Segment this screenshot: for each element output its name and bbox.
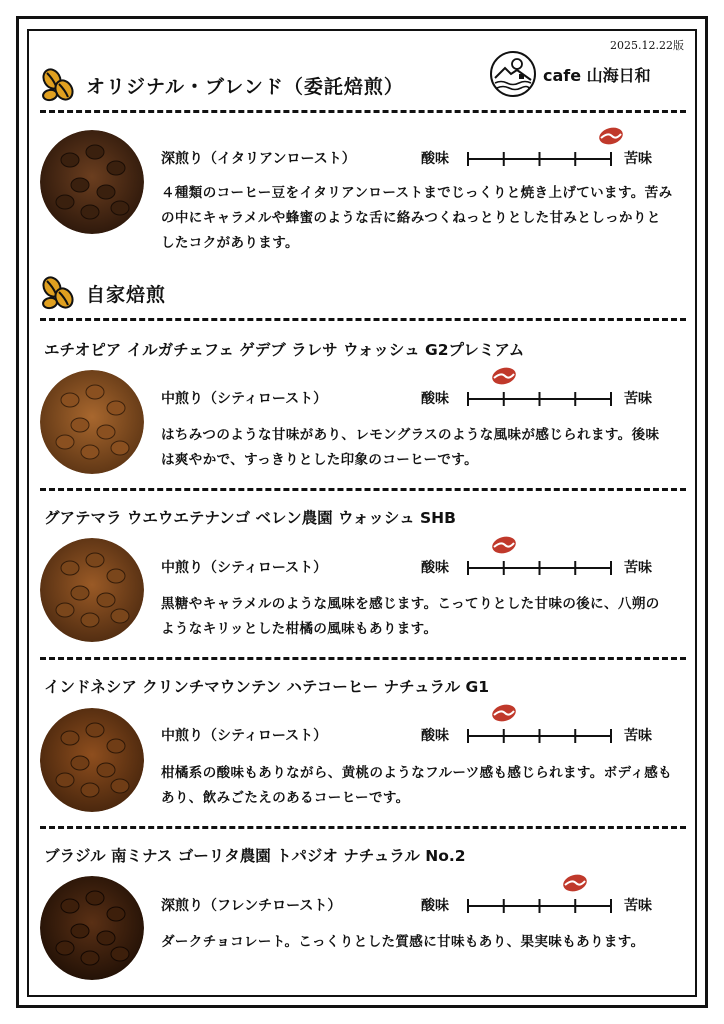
acidity-label: 酸味	[421, 898, 449, 914]
roast-level-label: 深煎り（イタリアンロースト）	[161, 151, 356, 167]
product-description: 柑橘系の酸味もありながら、黄桃のようなフルーツ感も感じられます。ボディ感もあり、飲みごたえのあるコーヒーです。	[161, 765, 673, 806]
roast-scale	[466, 148, 613, 170]
roast-scale	[466, 557, 613, 579]
acidity-label: 酸味	[421, 560, 449, 576]
coffee-beans-icon	[40, 68, 76, 102]
bitterness-label: 苦味	[624, 560, 652, 576]
roast-marker-bean-icon	[491, 703, 517, 723]
coffee-beans-photo	[40, 538, 144, 642]
mountain-sea-sun-logo-icon	[489, 50, 537, 98]
product-name: グアテマラ ウエウエテナンゴ ベレン農園 ウォッシュ SHB	[44, 509, 456, 527]
product-description: はちみつのような甘味があり、レモングラスのような風味が感じられます。後味は爽やかで、すっきりとした印象のコーヒーです。	[161, 427, 660, 468]
coffee-beans-photo	[40, 708, 144, 812]
roast-scale	[466, 388, 613, 410]
product-name: エチオピア イルガチェフェ ゲデブ ラレサ ウォッシュ G2プレミアム	[44, 341, 525, 359]
roast-level-label: 中煎り（シティロースト）	[161, 728, 328, 744]
roast-marker-bean-icon	[598, 126, 624, 146]
bitterness-label: 苦味	[624, 391, 652, 407]
acidity-label: 酸味	[421, 391, 449, 407]
bitterness-label: 苦味	[624, 728, 652, 744]
section-home-header	[40, 276, 166, 310]
cafe-name: cafe 山海日和	[543, 65, 651, 85]
roast-level-label: 中煎り（シティロースト）	[161, 391, 328, 407]
divider	[40, 657, 686, 660]
acidity-label: 酸味	[421, 728, 449, 744]
divider	[40, 826, 686, 829]
divider	[40, 488, 686, 491]
product-description: 黒糖やキャラメルのような風味を感じます。こってりとした甘味の後に、八朔のようなキリッとした柑橘の風味もあります。	[161, 596, 660, 637]
section-blend-title: オリジナル・ブレンド（委託焙煎）	[86, 75, 404, 98]
bitterness-label: 苦味	[624, 898, 652, 914]
roast-level-label: 中煎り（シティロースト）	[161, 560, 328, 576]
roast-level-label: 深煎り（フレンチロースト）	[161, 898, 342, 914]
coffee-beans-photo	[40, 130, 144, 234]
roast-marker-bean-icon	[491, 366, 517, 386]
roast-scale	[466, 725, 613, 747]
issue-date: 2025.12.22版	[610, 39, 684, 52]
product-description: ４種類のコーヒー豆をイタリアンローストまでじっくりと焼き上げています。苦みの中にキャラメルや蜂蜜のような舌に絡みつくねっとりとした甘みとしっかりとしたコクがあります。	[161, 185, 673, 251]
divider	[40, 110, 686, 113]
product-description: ダークチョコレート。こっくりとした質感に甘味もあり、果実味もあります。	[161, 934, 645, 950]
acidity-label: 酸味	[421, 151, 449, 167]
roast-marker-bean-icon	[491, 535, 517, 555]
roast-scale	[466, 895, 613, 917]
roast-marker-bean-icon	[562, 873, 588, 893]
coffee-beans-photo	[40, 370, 144, 474]
section-blend-header	[40, 68, 404, 102]
cafe-logo	[489, 50, 651, 98]
divider	[40, 318, 686, 321]
bitterness-label: 苦味	[624, 151, 652, 167]
section-home-title: 自家焙煎	[86, 283, 167, 306]
coffee-beans-photo	[40, 876, 144, 980]
product-name: インドネシア クリンチマウンテン ハテコーヒー ナチュラル G1	[44, 678, 489, 696]
coffee-beans-icon	[40, 276, 76, 310]
product-name: ブラジル 南ミナス ゴーリタ農園 トパジオ ナチュラル No.2	[44, 847, 466, 865]
